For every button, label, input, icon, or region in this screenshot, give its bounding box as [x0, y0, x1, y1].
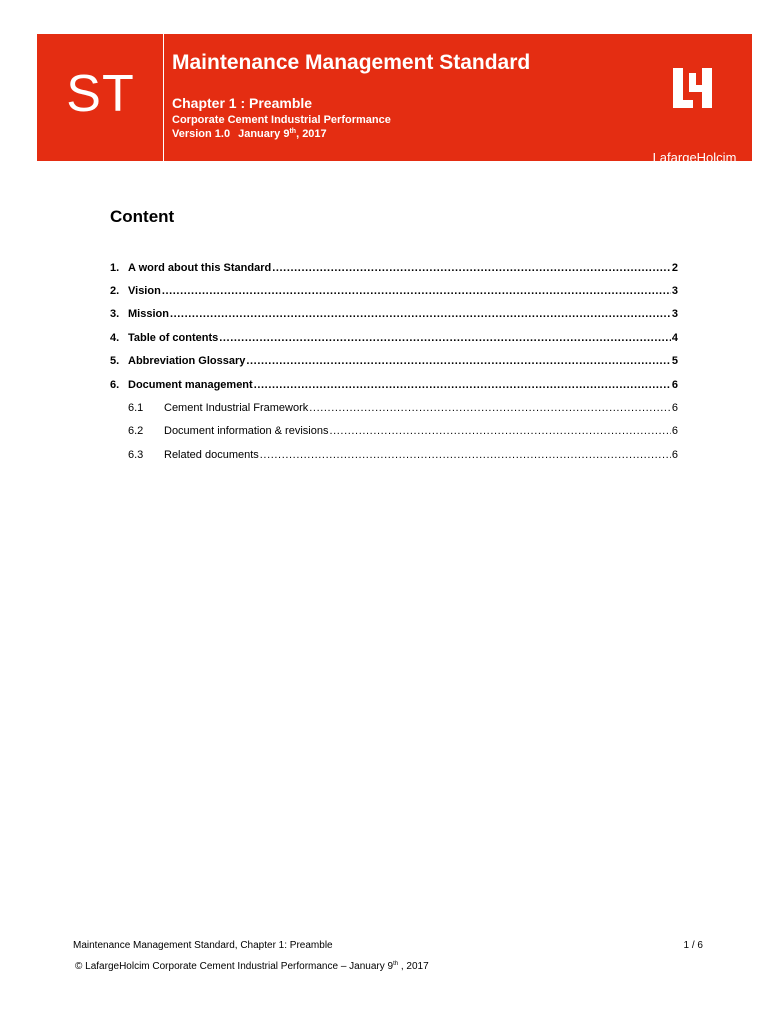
toc-page: 3: [671, 308, 678, 320]
content-heading: Content: [110, 207, 175, 226]
footer-page-indicator: 1 / 6: [683, 940, 703, 951]
toc-page: 2: [671, 262, 678, 274]
toc-label: Document information & revisions: [164, 425, 329, 437]
toc-page: 6: [671, 449, 678, 461]
header-banner: [37, 34, 752, 165]
toc-label: Document management: [128, 379, 253, 391]
toc-number: 6.3: [128, 449, 144, 461]
standard-code: ST: [66, 65, 135, 123]
toc-label: Related documents: [164, 449, 259, 461]
toc-leader: [170, 304, 671, 324]
toc-leader: [329, 421, 670, 441]
toc-leader: [219, 328, 671, 348]
toc-label: Cement Industrial Framework: [164, 402, 309, 414]
toc-leader: [246, 351, 671, 371]
toc-page: 3: [671, 285, 678, 297]
toc-entry-4[interactable]: [110, 328, 678, 348]
brand-name: LafargeHolcim: [652, 150, 737, 165]
toc-entry-6-1[interactable]: [110, 398, 678, 418]
version-date: January 9th, 2017: [238, 128, 327, 140]
toc-page: 6: [671, 379, 678, 391]
version-line: [172, 128, 327, 140]
toc-number: 3.: [110, 308, 120, 320]
toc-page: 4: [671, 332, 678, 344]
toc-page: 6: [671, 425, 678, 437]
toc-leader: [272, 258, 671, 278]
toc-leader: [254, 375, 671, 395]
toc-page: 5: [671, 355, 678, 367]
toc-entry-6[interactable]: [110, 375, 678, 395]
department-line: Corporate Cement Industrial Performance: [172, 114, 391, 126]
toc-entry-6-3[interactable]: [110, 445, 678, 465]
toc-number: 6.1: [128, 402, 144, 414]
chapter-title: Chapter 1 : Preamble: [172, 95, 313, 111]
toc-page: 6: [671, 402, 678, 414]
toc-leader: [309, 398, 671, 418]
toc-number: 5.: [110, 355, 120, 367]
toc-label: Vision: [128, 285, 161, 297]
toc-leader: [260, 445, 671, 465]
document-title: Maintenance Management Standard: [172, 51, 531, 74]
toc-label: Table of contents: [128, 332, 219, 344]
toc-entry-2[interactable]: [110, 281, 678, 301]
lafargeholcim-logo: [637, 68, 752, 168]
toc-number: 6.: [110, 379, 120, 391]
lafargeholcim-lh-logo-icon: [669, 68, 719, 110]
toc-entry-6-2[interactable]: [110, 421, 678, 441]
toc-number: 2.: [110, 285, 120, 297]
toc-entry-3[interactable]: [110, 304, 678, 324]
toc-label: A word about this Standard: [128, 262, 272, 274]
footer-document-line: Maintenance Management Standard, Chapter 1: Preamble: [73, 940, 333, 951]
toc-label: Abbreviation Glossary: [128, 355, 246, 367]
footer-copyright: © LafargeHolcim Corporate Cement Industrial Performance – January 9th , 2017: [75, 961, 429, 972]
version-label: Version 1.0: [172, 128, 231, 140]
standard-code-cell: [37, 34, 164, 161]
toc-leader: [162, 281, 671, 301]
toc-number: 6.2: [128, 425, 144, 437]
toc-entry-5[interactable]: [110, 351, 678, 371]
toc-number: 4.: [110, 332, 120, 344]
toc-entry-1[interactable]: [110, 258, 678, 278]
toc-label: Mission: [128, 308, 169, 320]
toc-number: 1.: [110, 262, 120, 274]
